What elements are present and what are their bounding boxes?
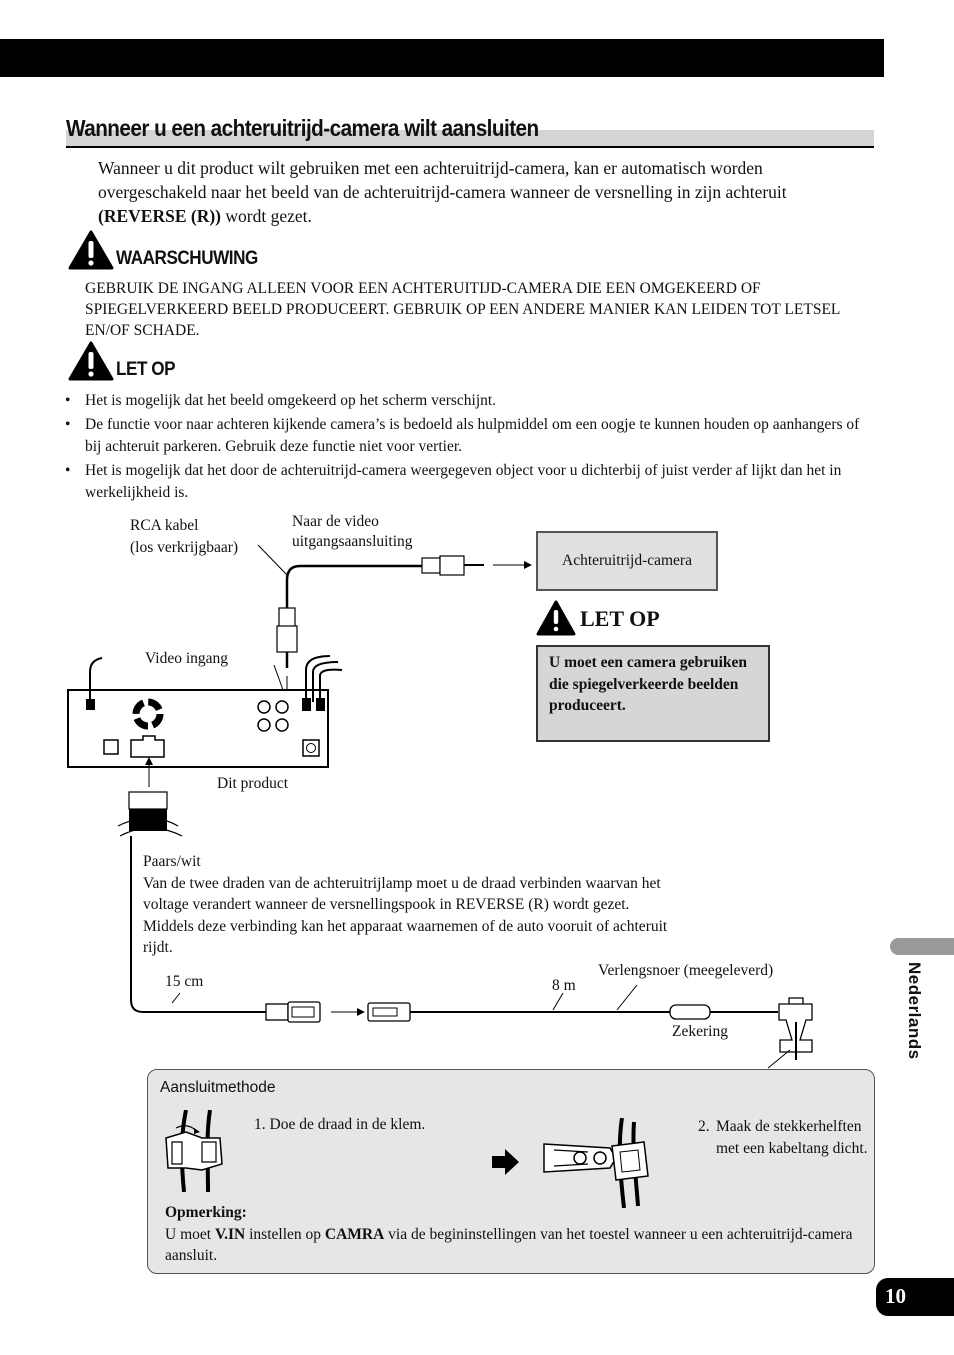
page-number-badge xyxy=(876,1278,954,1316)
arrow-head xyxy=(524,561,532,569)
clamp-top xyxy=(789,998,803,1004)
camera-box xyxy=(536,531,718,591)
rca-jack xyxy=(258,701,270,713)
warning-text: GEBRUIK DE INGANG ALLEEN VOOR EEN ACHTERUITIJD-CAMERA DIE EEN OMGEKEERD OF SPIEGELVERKEERD BEELD PRODUCEERT. GEBRUIK OP EEN ANDERE MANIER KAN LEIDEN TOT LETSEL EN/OF SCHADE. xyxy=(85,280,840,339)
language-tab xyxy=(890,938,954,955)
rca-jack xyxy=(276,719,288,731)
rca-plug-boot xyxy=(422,558,440,573)
clamp-pointer xyxy=(768,1050,790,1068)
clamp-wire-icon xyxy=(158,1110,228,1192)
video-out-label-2: uitgangsaansluiting xyxy=(292,533,413,550)
fuse-label: Zekering xyxy=(672,1023,728,1040)
caution-icon xyxy=(536,600,576,636)
male-connector xyxy=(368,1003,410,1021)
harness-plug xyxy=(129,792,167,809)
rca-plug-body xyxy=(277,626,297,652)
video-out-label-1: Naar de video xyxy=(292,513,379,530)
fuse xyxy=(670,1005,710,1019)
intro-paragraph: Wanneer u dit product wilt gebruiken met een achteruitrijd-camera, kan er automatisch worden overgeschakeld naar het beeld van de achteruitrijd-camera wanneer de versnelling in zijn achteruit (REVERSE (R)) wordt gezet. xyxy=(98,158,787,226)
arrow-head xyxy=(357,1008,365,1016)
list-item: • Het is mogelijk dat het door de achteruitrijd-camera weergegeven object voor u dichterbij of juist verder af lijkt dan het in werkelijkheid is. xyxy=(64,460,874,505)
female-connector xyxy=(266,1004,288,1020)
fan-vent xyxy=(303,740,319,756)
wire-title: Paars/wit xyxy=(143,853,201,870)
rca-plug-body xyxy=(440,556,464,575)
language-label: Nederlands xyxy=(905,962,924,1060)
caution-heading: LET OP xyxy=(116,359,176,380)
step-2: 2. Maak de stekkerhelften met een kabeltang dicht. xyxy=(698,1118,868,1157)
rca-label-2: (los verkrijgbaar) xyxy=(130,539,239,556)
list-item: • De functie voor naar achteren kijkende camera’s is bedoeld als hulpmiddel om een oogje te kunnen houden op aanhangers of bij achteruit parkeren. Gebruik deze functie niet voor vertier. xyxy=(64,414,874,459)
rca-jack xyxy=(258,719,270,731)
video-in-label: Video ingang xyxy=(145,650,229,667)
note-text: U moet V.IN instellen op CAMRA via de begininstellingen van het toestel wanneer u een achteruitrijd-camera aansluit. xyxy=(165,1225,853,1264)
rca-jack xyxy=(276,701,288,713)
length-8-label: 8 m xyxy=(552,977,576,994)
arrow-right-icon xyxy=(491,1148,521,1176)
section-title-text: Wanneer u een achteruitrijd-camera wilt aansluiten xyxy=(66,115,539,141)
page-number: 10 xyxy=(885,1284,906,1308)
length-pointer xyxy=(172,993,180,1003)
camera-note-box xyxy=(536,645,770,742)
note-title: Opmerking: xyxy=(165,1204,247,1221)
list-item: • Het is mogelijk dat het beeld omgekeerd op het scherm verschijnt. xyxy=(64,390,874,413)
extension-pointer xyxy=(617,985,637,1010)
letop-note-heading: LET OP xyxy=(536,600,576,641)
video-in-pointer xyxy=(274,665,283,690)
cable-plug xyxy=(86,699,95,710)
cable-plug xyxy=(316,698,325,711)
female-connector xyxy=(288,1002,320,1022)
rca-plug-boot xyxy=(279,608,295,628)
unit-rear-panel xyxy=(68,690,328,767)
cable-plug xyxy=(302,698,311,711)
camera-label: Achteruitrijd-camera xyxy=(562,552,692,569)
crimp-pliers-icon xyxy=(540,1118,656,1208)
wire-text: Van de twee draden van de achteruitrijlamp moet u de draad verbinden waarvan het voltage verandert wanneer de versnellingspook in REVERSE (R) wordt gezet. Middels deze verbinding kan het apparaat waarnemen of de auto vooruit of achteruit rijdt. xyxy=(143,874,668,956)
wire-description xyxy=(143,851,683,959)
rca-pointer xyxy=(258,545,287,575)
camera-note-text: U moet een camera gebruiken die spiegelverkeerde beelden produceert. xyxy=(549,654,748,714)
method-note xyxy=(165,1202,865,1267)
rca-label-1: RCA kabel xyxy=(130,517,199,534)
warning-heading: WAARSCHUWING xyxy=(116,248,258,269)
length-15-label: 15 cm xyxy=(165,973,204,990)
rca-cable xyxy=(287,566,422,608)
connector-port xyxy=(104,740,118,754)
product-label: Dit product xyxy=(217,775,289,792)
extension-label: Verlengsnoer (meegeleverd) xyxy=(598,962,774,979)
step-1: 1. Doe de draad in de klem. xyxy=(254,1116,426,1133)
method-title: Aansluitmethode xyxy=(160,1079,276,1096)
